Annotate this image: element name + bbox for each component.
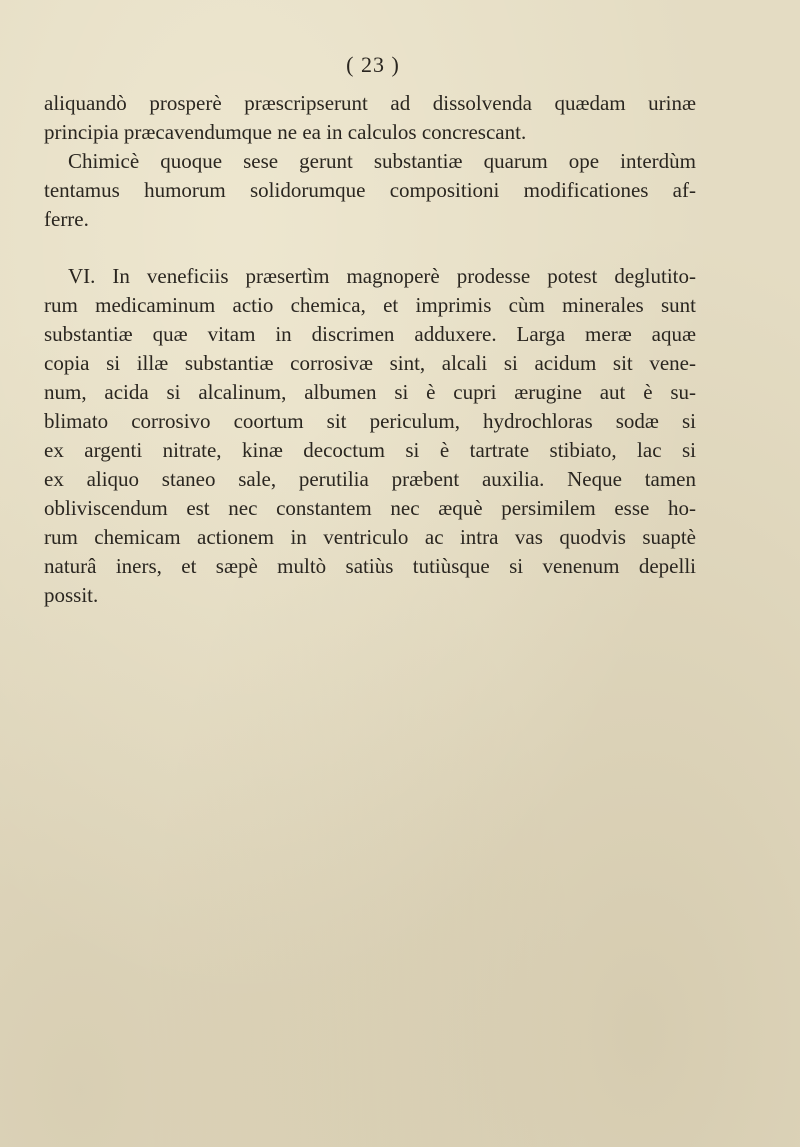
text-line: copia si illæ substantiæ corrosivæ sint, alcali si acidum sit vene- (44, 351, 696, 375)
text-line: ex argenti nitrate, kinæ decoctum si è tartrate stibiato, lac si (44, 438, 696, 462)
text-line: substantiæ quæ vitam in discrimen adduxere. Larga meræ aquæ (44, 322, 696, 346)
text-line: tentamus humorum solidorumque compositioni modificationes af- (44, 178, 696, 202)
text-line: VI. In veneficiis præsertìm magnoperè prodesse potest deglutito- (68, 264, 696, 288)
text-line: num, acida si alcalinum, albumen si è cupri ærugine aut è su- (44, 380, 696, 404)
text-line: ferre. (44, 207, 89, 231)
text-line: rum chemicam actionem in ventriculo ac intra vas quodvis suaptè (44, 525, 696, 549)
text-line: aliquandò prosperè præscripserunt ad dissolvenda quædam urinæ (44, 91, 696, 115)
paragraph-2 (44, 147, 696, 234)
text-line: possit. (44, 583, 99, 607)
paragraph-1 (44, 89, 696, 147)
text-line: blimato corrosivo coortum sit periculum, hydrochloras sodæ si (44, 409, 696, 433)
text-line: rum medicaminum actio chemica, et imprimis cùm minerales sunt (44, 293, 696, 317)
text-line: Chimicè quoque sese gerunt substantiæ quarum ope interdùm (68, 149, 696, 173)
text-line: naturâ iners, et sæpè multò satiùs tutiùsque si venenum depelli (44, 554, 696, 578)
text-line: ex aliquo staneo sale, perutilia præbent auxilia. Neque tamen (44, 467, 696, 491)
text-line: principia præcavendumque ne ea in calculos concrescant. (44, 120, 527, 144)
text-line: obliviscendum est nec constantem nec æquè persimilem esse ho- (44, 496, 696, 520)
paragraph-3 (44, 262, 696, 610)
page-number: ( 23 ) (346, 52, 400, 77)
paper-texture (0, 600, 800, 900)
